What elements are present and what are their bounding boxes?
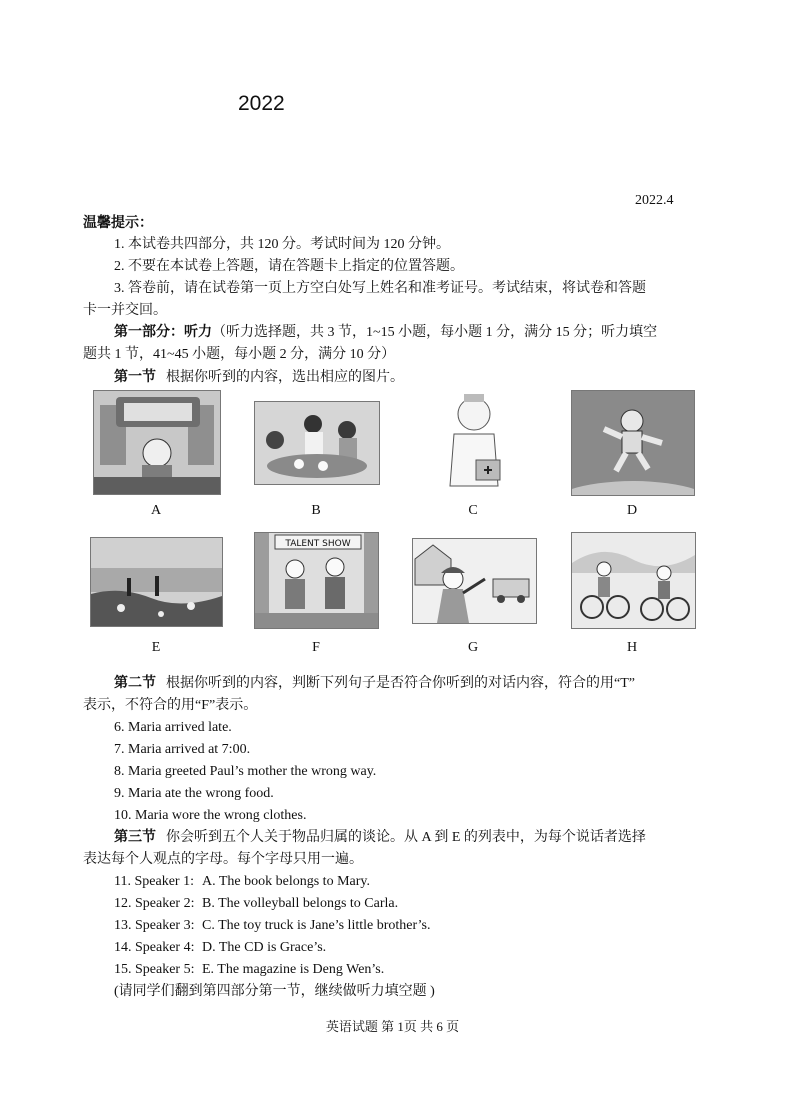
speaker-row-14 [114, 937, 326, 958]
section2-title: 第二节 [114, 676, 156, 691]
picture-c-label: C [468, 503, 478, 518]
astronaut-photo-icon [572, 391, 694, 495]
statement-8: 8. Maria greeted Paul’s mother the wrong way. [114, 764, 377, 779]
part1-desc-cont: 题共 1 节，41~45 小题，每小题 2 分，满分 10 分） [83, 347, 396, 362]
page-footer: 英语试题 第 1页 共 6 页 [325, 1019, 460, 1034]
restaurant-cartoon-icon [94, 391, 220, 494]
polluted-river-photo-icon [91, 538, 222, 626]
section2-instruction: 根据你听到的内容，判断下列句子是否符合你听到的对话内容，符合的用“T” [166, 676, 635, 691]
picture-b-label: B [311, 503, 321, 518]
picture-a [93, 390, 221, 495]
part1-desc: （听力选择题，共 3 节，1~15 小题，每小题 1 分，满分 15 分；听力填空 [212, 325, 658, 340]
exam-date: 2022.4 [635, 193, 674, 208]
tip-item-3: 3. 答卷前，请在试卷第一页上方空白处写上姓名和准考证号。考试结束，将试卷和答题 [114, 281, 646, 296]
doctor-cartoon-icon [432, 390, 515, 494]
speaker-row-13 [114, 915, 431, 936]
section1-heading [114, 367, 404, 388]
speaker-row-12 [114, 893, 398, 914]
speaker-option: A. The book belongs to Mary. [202, 874, 370, 889]
picture-f [254, 532, 379, 629]
speaker-row-11 [114, 871, 370, 892]
girl-pointing-cartoon-icon [413, 539, 536, 623]
section3-heading [114, 827, 646, 848]
section2-instruction-cont: 表示，不符合的用“F”表示。 [83, 698, 258, 713]
picture-h [571, 532, 696, 629]
tip-item-3-cont: 卡一并交回。 [83, 303, 167, 318]
speaker-option: D. The CD is Grace’s. [202, 940, 327, 955]
tip-item-1: 1. 本试卷共四部分，共 120 分。考试时间为 120 分钟。 [114, 237, 450, 252]
talent-show-sign: TALENT SHOW [285, 539, 351, 549]
family-dinner-photo-icon [255, 402, 379, 484]
speaker-label: 11. Speaker 1: [114, 874, 194, 889]
speaker-label: 13. Speaker 3: [114, 918, 195, 933]
picture-a-label: A [150, 503, 162, 518]
picture-e [90, 537, 223, 627]
picture-g [412, 538, 537, 624]
speaker-option: B. The volleyball belongs to Carla. [202, 896, 399, 911]
section1-instruction: 根据你听到的内容，选出相应的图片。 [166, 370, 404, 385]
section1-title: 第一节 [114, 370, 156, 385]
speaker-row-15 [114, 959, 384, 980]
picture-d-label: D [626, 503, 638, 518]
picture-c [432, 390, 515, 494]
speaker-option: E. The magazine is Deng Wen’s. [202, 962, 385, 977]
exam-year: 2022 [238, 92, 285, 115]
tip-item-2: 2. 不要在本试卷上答题，请在答题卡上指定的位置答题。 [114, 259, 464, 274]
speaker-label: 14. Speaker 4: [114, 940, 195, 955]
speaker-label: 15. Speaker 5: [114, 962, 195, 977]
part1-title: 第一部分：听力 [114, 325, 212, 340]
speaker-label: 12. Speaker 2: [114, 896, 195, 911]
tips-title: 温馨提示： [83, 216, 153, 231]
section3-title: 第三节 [114, 830, 156, 845]
section3-instruction-cont: 表达每个人观点的字母。每个字母只用一遍。 [83, 852, 363, 867]
part1-heading [114, 322, 657, 343]
section3-note: (请同学们翻到第四部分第一节，继续做听力填空题 ) [114, 984, 435, 999]
picture-d [571, 390, 695, 496]
statement-7: 7. Maria arrived at 7:00. [114, 742, 251, 757]
statement-9: 9. Maria ate the wrong food. [114, 786, 274, 801]
picture-h-label: H [626, 640, 638, 655]
talent-show-cartoon-icon [255, 533, 378, 628]
picture-e-label: E [151, 640, 161, 655]
cycling-cartoon-icon [572, 533, 695, 628]
section2-heading [114, 673, 635, 694]
statement-6: 6. Maria arrived late. [114, 720, 232, 735]
statement-10: 10. Maria wore the wrong clothes. [114, 808, 307, 823]
picture-f-label: F [312, 640, 320, 655]
picture-g-label: G [467, 640, 479, 655]
speaker-option: C. The toy truck is Jane’s little brother’s. [202, 918, 431, 933]
section3-instruction: 你会听到五个人关于物品归属的谈论。从 A 到 E 的列表中，为每个说话者选择 [166, 830, 646, 845]
picture-b [254, 401, 380, 485]
